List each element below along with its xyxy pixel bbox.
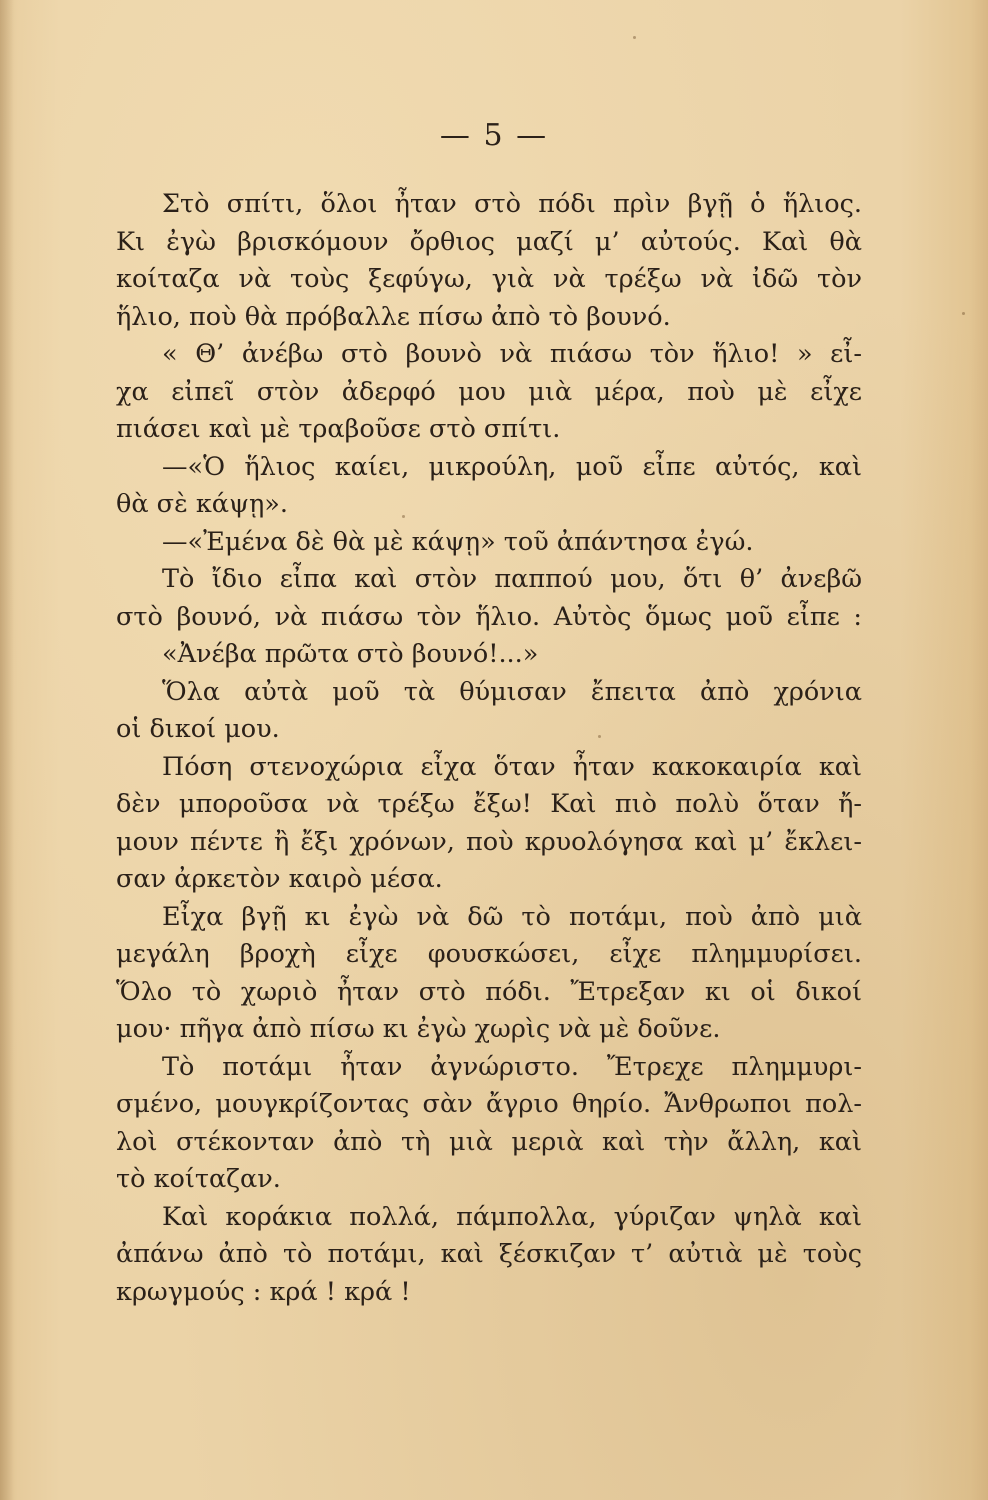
text-line: κοίταζα νὰ τοὺς ξεφύγω, γιὰ νὰ τρέξω νὰ ἰδῶ τὸν: [116, 264, 862, 294]
text-line: μεγάλη βροχὴ εἶχε φουσκώσει, εἶχε πλημμυρίσει.: [116, 939, 862, 969]
text-line: ἀπάνω ἀπὸ τὸ ποτάμι, καὶ ξέσκιζαν τ’ αὐτιὰ μὲ τοὺς: [116, 1239, 862, 1269]
text-line: Τὸ ποτάμι ἦταν ἀγνώριστο. Ἔτρεχε πλημμυρι-: [162, 1051, 862, 1082]
page-edge-shadow: [0, 0, 14, 1500]
text-line: —«Ὁ ἥλιος καίει, μικρούλη, μοῦ εἶπε αὐτός, καὶ: [162, 451, 862, 482]
page-number: — 5 —: [439, 118, 549, 153]
text-line: σαν ἀρκετὸν καιρὸ μέσα.: [116, 864, 443, 894]
text-line: ἥλιο, ποὺ θὰ πρόβαλλε πίσω ἀπὸ τὸ βουνό.: [116, 301, 671, 332]
text-line: «Ἀνέβα πρῶτα στὸ βουνό!...»: [162, 639, 539, 669]
paper-speck: [402, 515, 405, 518]
text-line: χα εἰπεῖ στὸν ἀδερφό μου μιὰ μέρα, ποὺ μὲ εἶχε: [116, 376, 862, 407]
text-line: —«Ἐμένα δὲ θὰ μὲ κάψῃ» τοῦ ἀπάντησα ἐγώ.: [162, 526, 754, 557]
text-line: Εἶχα βγῇ κι ἐγὼ νὰ δῶ τὸ ποτάμι, ποὺ ἀπὸ μιὰ: [162, 901, 862, 932]
text-line: θὰ σὲ κάψῃ».: [116, 489, 289, 519]
text-line: Τὸ ἴδιο εἶπα καὶ στὸν παππού μου, ὅτι θ’ ἀνεβῶ: [162, 564, 862, 594]
text-line: στὸ βουνό, νὰ πιάσω τὸν ἥλιο. Αὐτὸς ὅμως μοῦ εἶπε :: [116, 601, 862, 632]
text-line: κρωγμούς : κρά ! κρά !: [116, 1276, 411, 1307]
text-line: Ὅλα αὐτὰ μοῦ τὰ θύμισαν ἔπειτα ἀπὸ χρόνια: [162, 676, 862, 707]
text-line: λοὶ στέκονταν ἀπὸ τὴ μιὰ μεριὰ καὶ τὴν ἄλλη, καὶ: [116, 1126, 862, 1157]
text-line: σμένο, μουγκρίζοντας σὰν ἄγριο θηρίο. Ἄνθρωποι πολ-: [116, 1089, 862, 1119]
paper-speck: [962, 312, 965, 315]
text-line: Καὶ κοράκια πολλά, πάμπολλα, γύριζαν ψηλὰ καὶ: [162, 1201, 862, 1232]
text-line: Στὸ σπίτι, ὅλοι ἦταν στὸ πόδι πρὶν βγῇ ὁ ἥλιος.: [162, 189, 862, 219]
text-line: Ὅλο τὸ χωριὸ ἦταν στὸ πόδι. Ἔτρεξαν κι οἱ δικοί: [116, 976, 862, 1007]
text-line: οἱ δικοί μου.: [116, 714, 280, 744]
text-line: πιάσει καὶ μὲ τραβοῦσε στὸ σπίτι.: [116, 414, 561, 444]
text-line: μουν πέντε ἢ ἔξι χρόνων, ποὺ κρυολόγησα καὶ μ’ ἔκλει-: [116, 826, 862, 857]
paper-speck: [598, 735, 601, 738]
text-line: μου· πῆγα ἀπὸ πίσω κι ἐγὼ χωρὶς νὰ μὲ δοῦνε.: [116, 1014, 721, 1044]
paper-speck: [633, 36, 636, 39]
text-line: « Θ’ ἀνέβω στὸ βουνὸ νὰ πιάσω τὸν ἥλιο! » εἶ-: [162, 339, 862, 369]
text-line: Κι ἐγὼ βρισκόμουν ὄρθιος μαζί μ’ αὐτούς. Καὶ θὰ: [116, 226, 862, 257]
body-text: [116, 186, 862, 1311]
text-line: δὲν μποροῦσα νὰ τρέξω ἔξω! Καὶ πιὸ πολὺ ὅταν ἤ-: [116, 789, 862, 819]
text-line: Πόση στενοχώρια εἶχα ὅταν ἦταν κακοκαιρία καὶ: [162, 751, 862, 782]
text-line: τὸ κοίταζαν.: [116, 1164, 281, 1194]
